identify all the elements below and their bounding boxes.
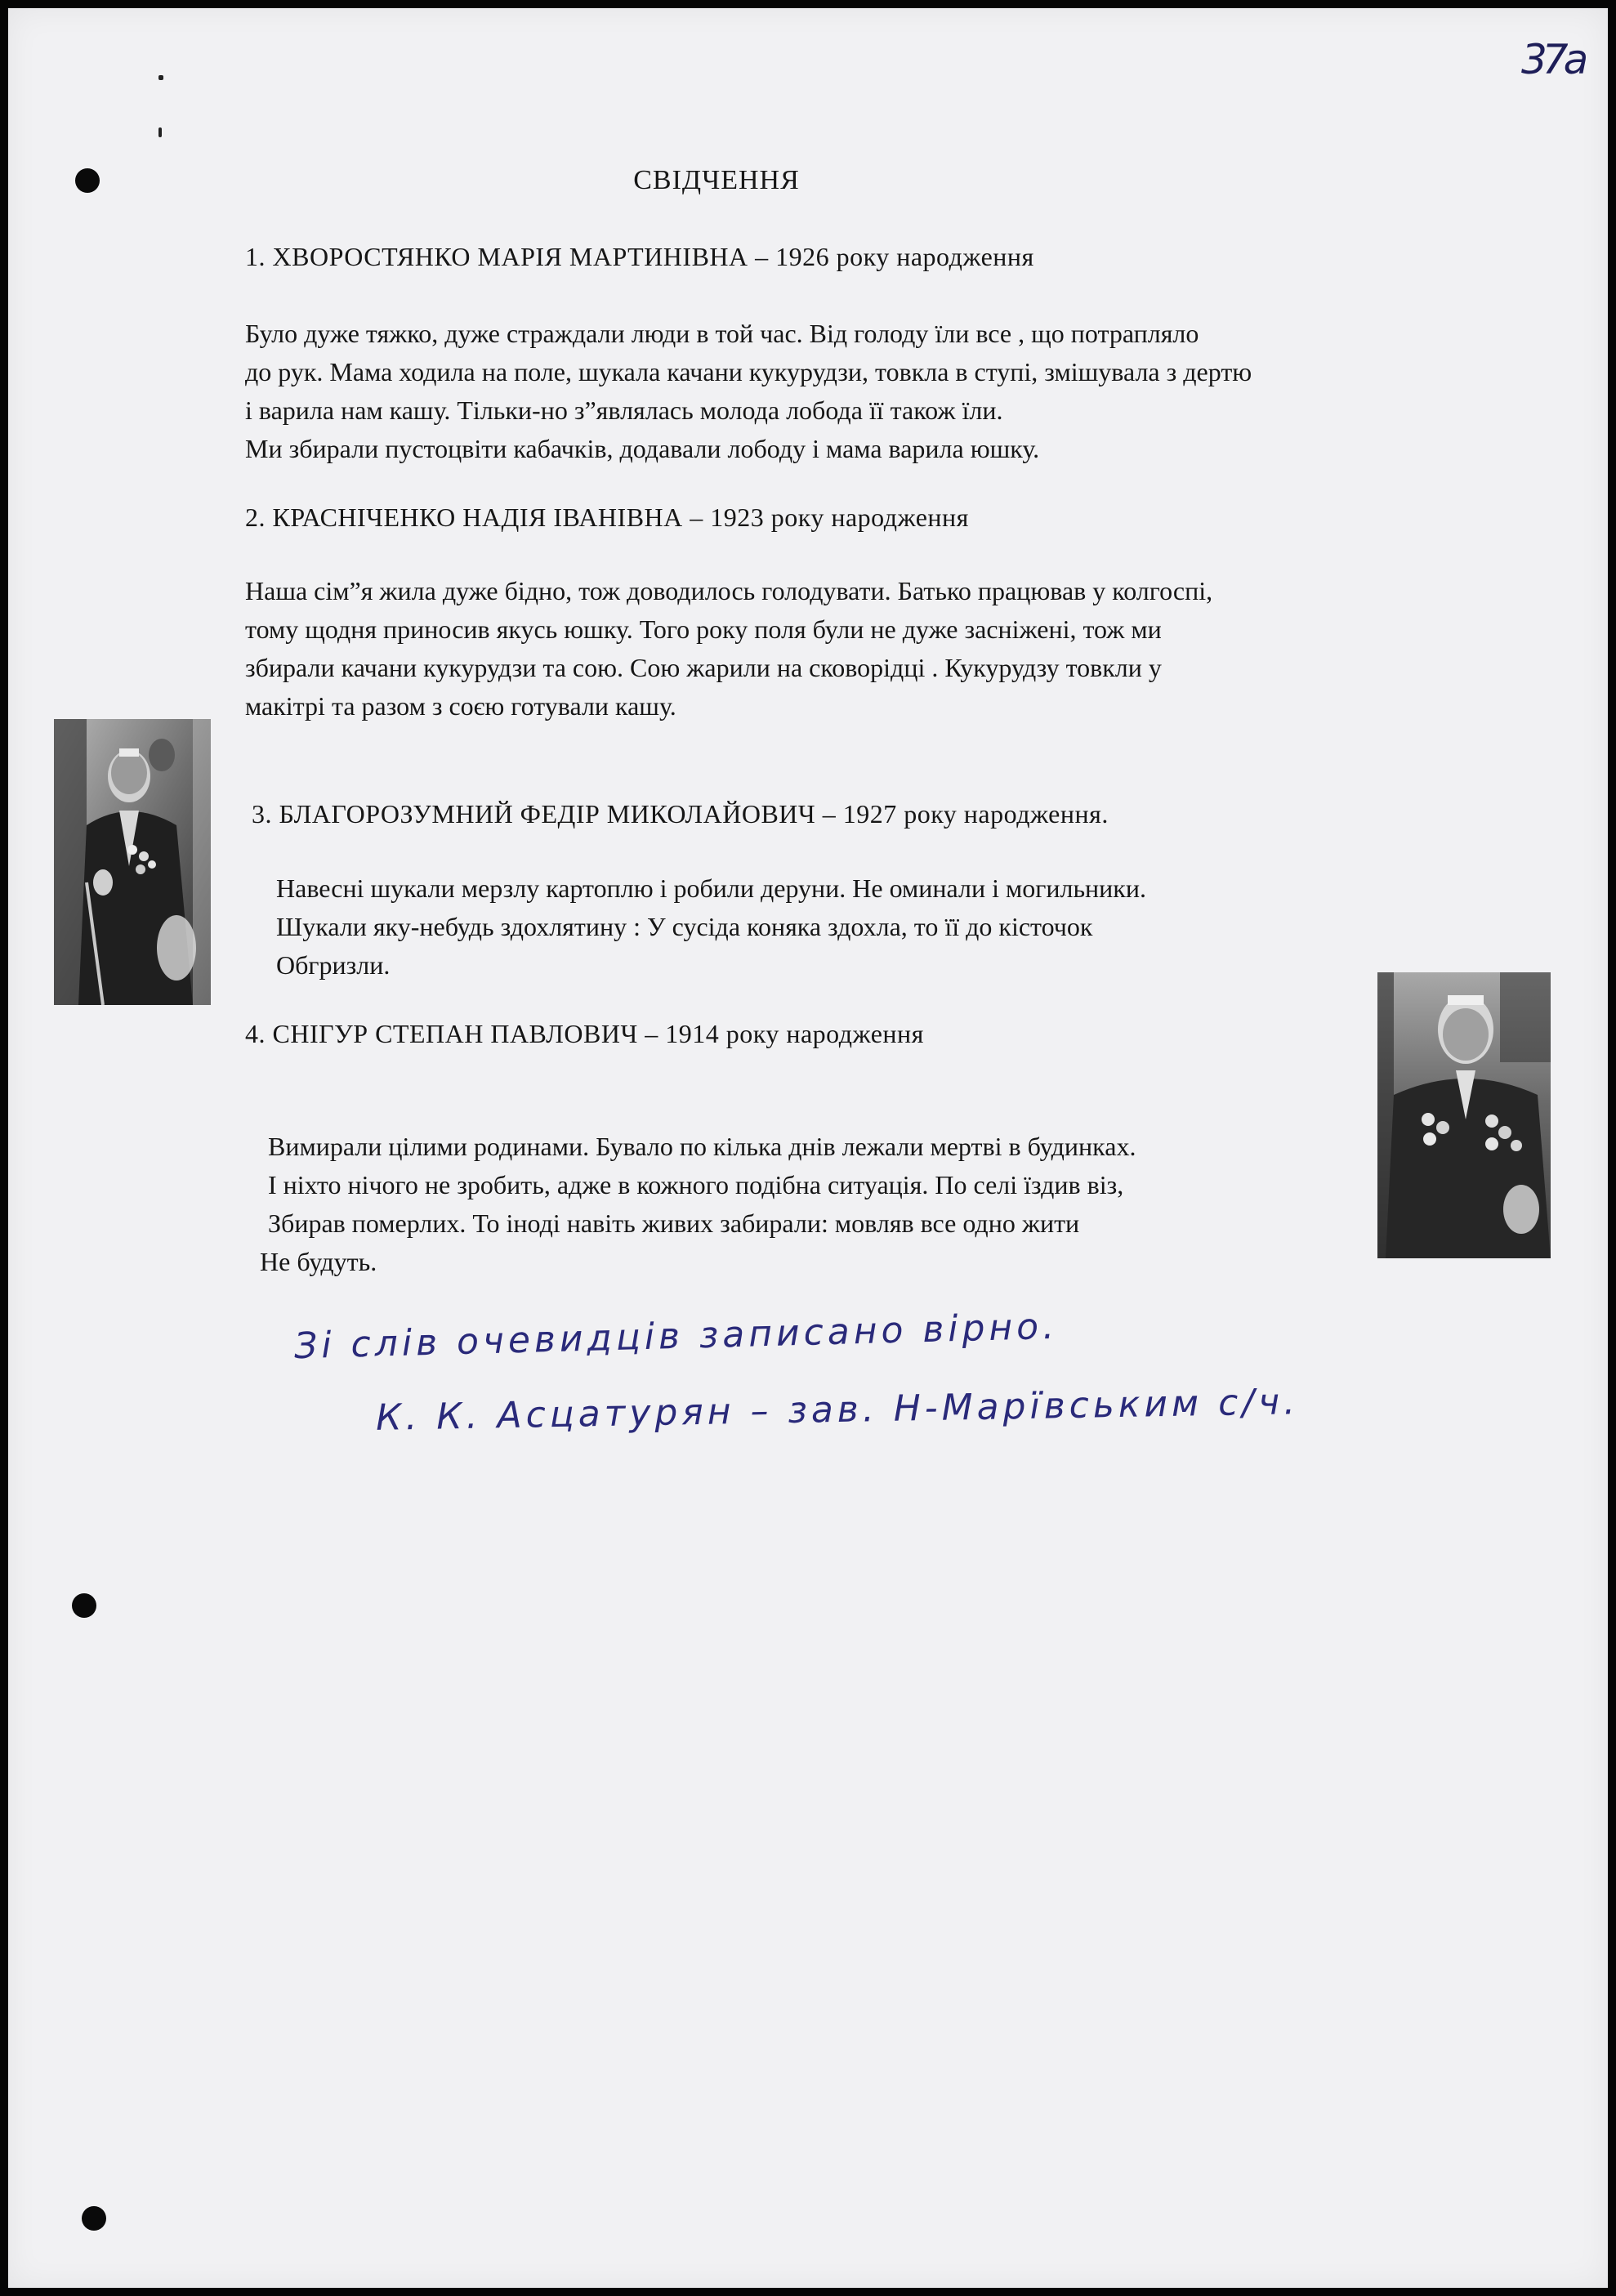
testimony-2	[245, 572, 1212, 726]
testimony-line: Навесні шукали мерзлу картоплю і робили деруни. Не оминали і могильники.	[276, 873, 1146, 903]
testimony-line: Було дуже тяжко, дуже страждали люди в той час. Від голоду їли все , що потрапляло	[245, 319, 1199, 348]
witness-heading-2: 2. КРАСНІЧЕНКО НАДІЯ ІВАНІВНА – 1923 року народження	[245, 503, 969, 532]
testimony-line: тому щодня приносив якусь юшку. Того року поля були не дуже засніжені, тож ми	[245, 614, 1162, 644]
testimony-1	[245, 315, 1252, 468]
testimony-line: макітрі та разом з соєю готували кашу.	[245, 691, 676, 721]
document-sheet	[8, 8, 1608, 2288]
punch-hole-middle	[72, 1593, 96, 1618]
photo-snihur	[1377, 972, 1551, 1258]
photo-blahorozumnyi	[54, 719, 211, 1005]
speck	[158, 127, 162, 137]
document-title: СВІДЧЕННЯ	[633, 165, 800, 195]
portrait-photo-icon	[54, 719, 211, 1005]
testimony-line: Ми збирали пустоцвіти кабачків, додавали лободу і мама варила юшку.	[245, 434, 1040, 463]
page-number: 37а	[1521, 36, 1584, 83]
testimony-line: І ніхто нічого не зробить, адже в кожного подібна ситуація. По селі їздив віз,	[268, 1170, 1124, 1199]
testimony-line: збирали качани кукурудзи та сою. Сою жарили на сковорідці . Кукурудзу товкли у	[245, 653, 1162, 682]
testimony-line: і варила нам кашу. Тільки-но з”являлась молода лобода її також їли.	[245, 395, 1003, 425]
handwritten-note-line2: К. К. Асцатурян – зав. Н-Марївським с/ч.	[375, 1381, 1300, 1439]
portrait-photo-icon	[1377, 972, 1551, 1258]
handwritten-note-line1: Зі слів очевидців записано вірно.	[293, 1305, 1059, 1368]
testimony-line: Шукали яку-небудь здохлятину : У сусіда коняка здохла, то її до кісточок	[276, 912, 1093, 941]
witness-heading-1: 1. ХВОРОСТЯНКО МАРІЯ МАРТИНІВНА – 1926 року народження	[245, 242, 1034, 271]
testimony-line: Збирав померлих. То іноді навіть живих забирали: мовляв все одно жити	[268, 1208, 1080, 1238]
testimony-4	[260, 1128, 1136, 1281]
testimony-line: Вимирали цілими родинами. Бувало по кілька днів лежали мертві в будинках.	[268, 1132, 1136, 1161]
speck	[158, 75, 163, 80]
punch-hole-bottom	[82, 2206, 106, 2231]
testimony-line: Не будуть.	[260, 1247, 377, 1276]
testimony-line: Обгризли.	[276, 950, 391, 980]
testimony-line: до рук. Мама ходила на поле, шукала качани кукурудзи, товкла в ступі, змішувала з дертю	[245, 357, 1252, 386]
witness-heading-3: 3. БЛАГОРОЗУМНИЙ ФЕДІР МИКОЛАЙОВИЧ – 1927 року народження.	[252, 799, 1109, 829]
testimony-3	[276, 869, 1146, 985]
testimony-line: Наша сім”я жила дуже бідно, тож доводилось голодувати. Батько працював у колгоспі,	[245, 576, 1213, 605]
witness-heading-4: 4. СНІГУР СТЕПАН ПАВЛОВИЧ – 1914 року народження	[245, 1019, 924, 1048]
